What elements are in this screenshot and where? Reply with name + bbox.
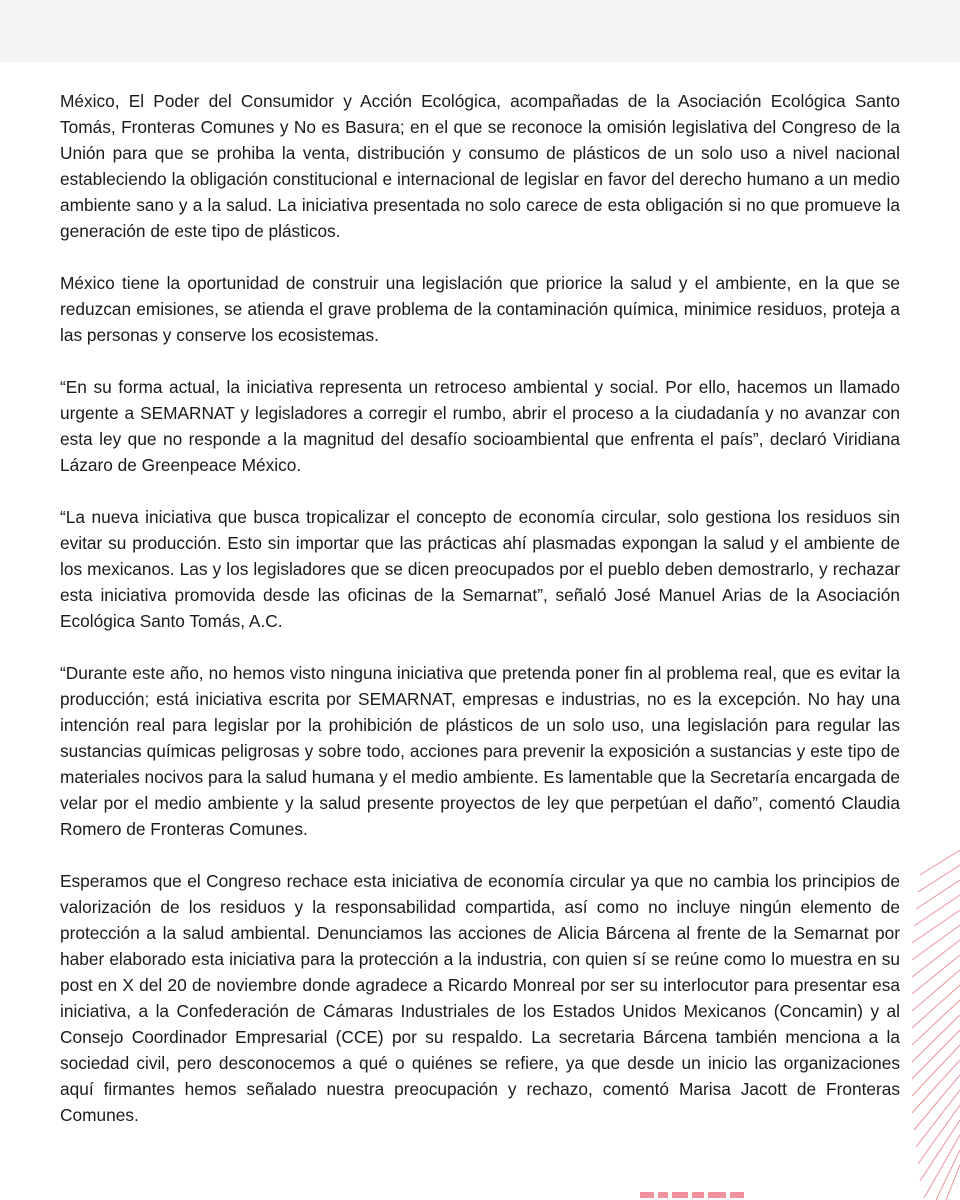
document-body: [60, 88, 900, 1154]
diagonal-lines-decoration-icon: [900, 830, 960, 1200]
footer-stripe-mark-icon: [640, 1188, 750, 1200]
paragraph-5: “Durante este año, no hemos visto ninguna iniciativa que pretenda poner fin al problema real, que es evitar la producción; está iniciativa escrita por SEMARNAT, empresas e industrias, no es la excepción. No hay una intención real para legislar por la prohibición de plásticos de un solo uso, una legislación para regular las sustancias químicas peligrosas y sobre todo, acciones para prevenir la exposición a sustancias y este tipo de materiales nocivos para la salud humana y el medio ambiente. Es lamentable que la Secretaría encargada de velar por el medio ambiente y la salud presente proyectos de ley que perpetúan el daño”, comentó Claudia Romero de Fronteras Comunes.: [60, 663, 900, 839]
paragraph-6: Esperamos que el Congreso rechace esta iniciativa de economía circular ya que no cambia los principios de valorización de los residuos y la responsabilidad compartida, así como no incluye ningún elemento de protección a la salud ambiental. Denunciamos las acciones de Alicia Bárcena al frente de la Semarnat por haber elaborado esta iniciativa para la protección a la industria, con quien sí se reúne como lo muestra en su post en X del 20 de noviembre donde agradece a Ricardo Monreal por ser su interlocutor para presentar esa iniciativa, a la Confederación de Cámaras Industriales de los Estados Unidos Mexicanos (Concamin) y al Consejo Coordinador Empresarial (CCE) por su respaldo. La secretaria Bárcena también menciona a la sociedad civil, pero desconocemos a qué o quiénes se refiere, ya que desde un inicio las organizaciones aquí firmantes hemos señalado nuestra preocupación y rechazo, comentó Marisa Jacott de Fronteras Comunes.: [60, 871, 900, 1125]
page-top-margin: [0, 0, 960, 62]
paragraph-2: México tiene la oportunidad de construir una legislación que priorice la salud y el ambiente, en la que se reduzcan emisiones, se atienda el grave problema de la contaminación química, minimice residuos, proteja a las personas y conserve los ecosistemas.: [60, 273, 900, 345]
paragraph-1: México, El Poder del Consumidor y Acción Ecológica, acompañadas de la Asociación Ecológica Santo Tomás, Fronteras Comunes y No es Basura; en el que se reconoce la omisión legislativa del Congreso de la Unión para que se prohiba la venta, distribución y consumo de plásticos de un solo uso a nivel nacional estableciendo la obligación constitucional e internacional de legislar en favor del derecho humano a un medio ambiente sano y a la salud. La iniciativa presentada no solo carece de esta obligación si no que promueve la generación de este tipo de plásticos.: [60, 91, 900, 241]
paragraph-4: “La nueva iniciativa que busca tropicalizar el concepto de economía circular, solo gestiona los residuos sin evitar su producción. Esto sin importar que las prácticas ahí plasmadas expongan la salud y el ambiente de los mexicanos. Las y los legisladores que se dicen preocupados por el pueblo deben demostrarlo, y rechazar esta iniciativa promovida desde las oficinas de la Semarnat”, señaló José Manuel Arias de la Asociación Ecológica Santo Tomás, A.C.: [60, 507, 900, 631]
paragraph-3: “En su forma actual, la iniciativa representa un retroceso ambiental y social. Por ello, hacemos un llamado urgente a SEMARNAT y legisladores a corregir el rumbo, abrir el proceso a la ciudadanía y no avanzar con esta ley que no responde a la magnitud del desafío socioambiental que enfrenta el país”, declaró Viridiana Lázaro de Greenpeace México.: [60, 377, 900, 475]
